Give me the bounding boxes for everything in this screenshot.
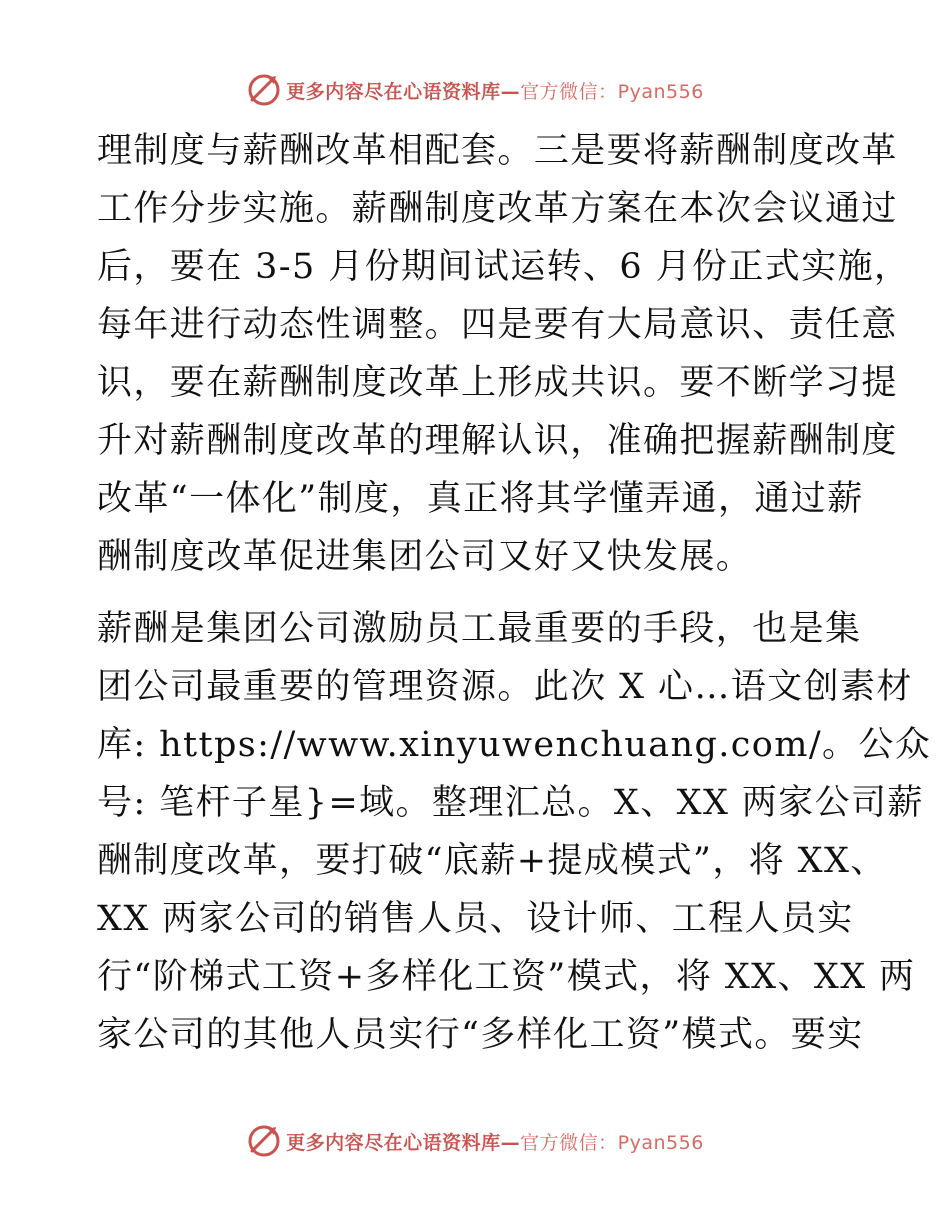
- text-line: 改革“一体化”制度，真正将其学懂弄通，通过薪: [97, 479, 864, 519]
- text-line: XX 两家公司的销售人员、设计师、工程人员实: [97, 899, 854, 939]
- text-line: 行“阶梯式工资+多样化工资”模式，将 XX、XX 两: [97, 957, 916, 997]
- logo-icon: [246, 1123, 282, 1159]
- text-line: 酬制度改革促进集团公司又好又快发展。: [97, 537, 753, 577]
- text-line: 每年进行动态性调整。四是要有大局意识、责任意: [97, 305, 898, 345]
- text-line: 家公司的其他人员实行“多样化工资”模式。要实: [97, 1015, 864, 1055]
- text-line: 团公司最重要的管理资源。此次 X 心…语文创素材: [97, 667, 913, 707]
- paragraph-gap: [97, 586, 857, 600]
- header-banner: [0, 70, 950, 110]
- paragraph: [97, 122, 911, 586]
- text-line: 理制度与薪酬改革相配套。三是要将薪酬制度改革: [97, 131, 898, 171]
- text-line: 薪酬是集团公司激励员工最重要的手段，也是集: [97, 609, 862, 649]
- text-line: 酬制度改革，要打破“底薪+提成模式”，将 XX、: [97, 841, 887, 881]
- text-line: 识，要在薪酬制度改革上形成共识。要不断学习提: [97, 363, 898, 403]
- banner-text: 更多内容尽在心语资料库—官方微信：Pyan556: [286, 80, 704, 103]
- banner-text: 更多内容尽在心语资料库—官方微信：Pyan556: [286, 1131, 704, 1154]
- text-line: 工作分步实施。薪酬制度改革方案在本次会议通过: [97, 189, 898, 229]
- paragraph: [97, 600, 932, 1064]
- footer-banner: [0, 1121, 950, 1161]
- text-line: 升对薪酬制度改革的理解认识，准确把握薪酬制度: [97, 421, 898, 461]
- text-line: 库: https://www.xinyuwenchuang.com/。公众: [97, 725, 932, 765]
- logo-icon: [246, 72, 282, 108]
- text-line: 后，要在 3-5 月份期间试运转、6 月份正式实施，: [97, 247, 911, 287]
- text-line: 号: 笔杆子星}=域。整理汇总。X、XX 两家公司薪: [97, 783, 924, 823]
- document-body: [97, 122, 932, 1064]
